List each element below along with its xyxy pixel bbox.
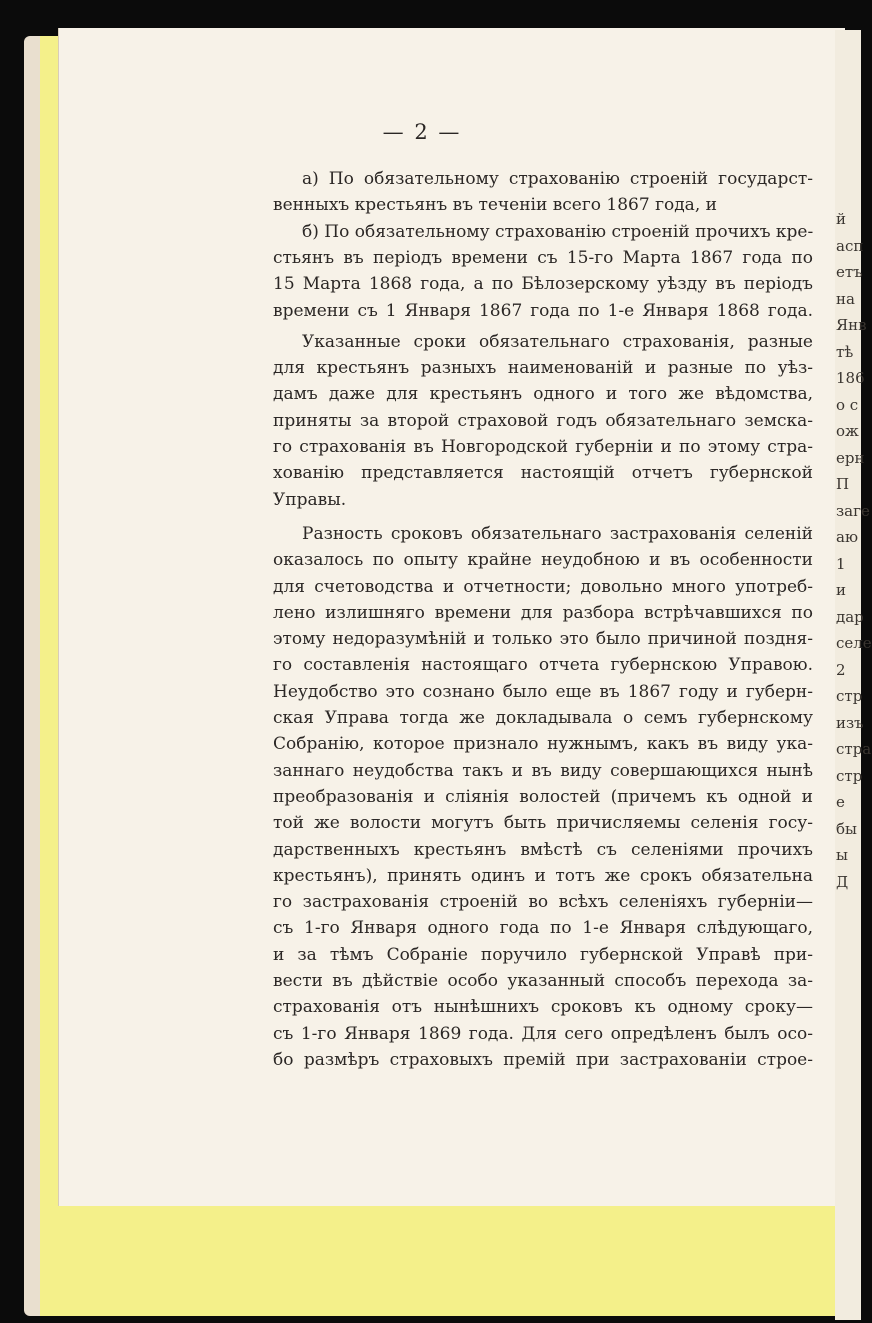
page-number: — 2 — <box>382 120 462 144</box>
next-page-fragment: стр <box>836 687 863 705</box>
next-page-fragment: и <box>836 581 846 599</box>
text-line: дамъ даже для крестьянъ одного и того же вѣдомства, <box>273 384 813 405</box>
next-page-fragment: о с <box>836 395 859 414</box>
next-page-fragment: 2 <box>836 660 846 679</box>
text-line: Управы. <box>273 489 347 510</box>
text-line: этому недоразумѣній и только это было причиной поздня- <box>273 629 813 650</box>
next-page-fragment: етъ <box>836 263 863 281</box>
text-line: дарственныхъ крестьянъ вмѣстѣ съ селеніями прочихъ <box>273 839 813 860</box>
next-page-fragment: стра <box>836 740 872 758</box>
text-line: лено излишняго времени для разбора встрѣчавшихся по <box>273 602 813 623</box>
text-line: 15 Марта 1868 года, а по Бѣлозерскому уѣзду въ періодъ <box>273 274 813 295</box>
next-page-fragment: асп <box>836 236 864 255</box>
text-line: съ 1-го Января одного года по 1-е Января слѣдующаго, <box>273 918 813 939</box>
next-page-fragment: бы <box>836 819 857 838</box>
text-line: го застрахованія строеній во всѣхъ селеніяхъ губерніи— <box>273 892 813 913</box>
text-line: бо размѣръ страховыхъ премій при застрахованіи строе- <box>273 1049 813 1070</box>
text-line: хованію представляется настоящій отчетъ губернской <box>273 463 813 484</box>
text-line: времени съ 1 Января 1867 года по 1-е Января 1868 года. <box>273 300 813 321</box>
text-line: вести въ дѣйствіе особо указанный способъ перехода за- <box>273 971 813 991</box>
next-page-fragment: тѣ <box>836 342 854 361</box>
text-line: заннаго неудобства такъ и въ виду совершающихся нынѣ <box>273 760 813 781</box>
yellow-paper-bottom <box>56 1206 844 1316</box>
next-page-fragment: П <box>836 475 850 493</box>
text-line: для счетоводства и отчетности; довольно много употреб- <box>273 576 813 597</box>
text-line: Разность сроковъ обязательнаго застрахованія селеній <box>302 523 813 544</box>
text-line: той же волости могутъ быть причисляемы селенія госу- <box>273 813 813 834</box>
next-page-fragment: заге <box>836 501 870 520</box>
text-line: оказалось по опыту крайне неудобною и въ особенности <box>273 550 813 571</box>
next-page-fragment: ож <box>836 422 859 440</box>
text-line: съ 1-го Января 1869 года. Для сего опредѣленъ былъ осо- <box>273 1023 813 1044</box>
text-line: и за тѣмъ Собраніе поручило губернской Управѣ при- <box>273 944 813 965</box>
next-page-fragment: й <box>836 210 846 228</box>
next-page-fragment: 186 <box>836 369 865 387</box>
text-line: приняты за второй страховой годъ обязательнаго земска- <box>273 410 813 431</box>
next-page-fragment: дар <box>836 607 864 626</box>
text-line: ская Управа тогда же докладывала о семъ губернскому <box>273 708 813 728</box>
text-line: крестьянъ), принять одинъ и тотъ же срокъ обязательна <box>273 865 813 886</box>
next-page-fragment: Д <box>836 872 849 891</box>
text-line: б) По обязательному страхованію строеній прочихъ кре- <box>302 221 814 242</box>
next-page-fragment: ерн <box>836 448 865 467</box>
next-page-fragment: 1 <box>836 554 846 573</box>
next-page-fragment: аю <box>836 528 859 546</box>
text-line: Указанные сроки обязательнаго страхованія, разные <box>302 331 813 352</box>
text-line: Собранію, которое признало нужнымъ, какъ въ виду ука- <box>273 734 813 755</box>
text-line: го составленія настоящаго отчета губернскою Управою. <box>273 655 813 676</box>
next-page-edge <box>835 30 872 1320</box>
next-page-fragment: Янв <box>836 316 867 334</box>
next-page-fragment: ы <box>836 846 848 864</box>
text-line: страхованія отъ нынѣшнихъ сроковъ къ одному сроку— <box>273 997 813 1018</box>
text-line: го страхованія въ Новгородской губерніи и по этому стра- <box>273 437 813 457</box>
next-page-fragment: е <box>836 793 845 811</box>
next-page-fragment: селе <box>836 634 872 652</box>
text-line: для крестьянъ разныхъ наименованій и разные по уѣз- <box>273 358 813 379</box>
text-line: Неудобство это сознано было еще въ 1867 году и губерн- <box>273 681 813 702</box>
next-page-fragment: изъ <box>836 713 864 732</box>
text-line: а) По обязательному страхованію строеній государст- <box>302 169 813 189</box>
text-line: венныхъ крестьянъ въ теченіи всего 1867 года, и <box>273 195 717 216</box>
text-line: стьянъ въ періодъ времени съ 15-го Марта 1867 года по <box>273 247 813 268</box>
next-page-fragment: на <box>836 289 855 308</box>
text-line: преобразованія и слiянія волостей (причемъ къ одной и <box>273 786 813 807</box>
next-page-fragment: стр <box>836 766 863 785</box>
